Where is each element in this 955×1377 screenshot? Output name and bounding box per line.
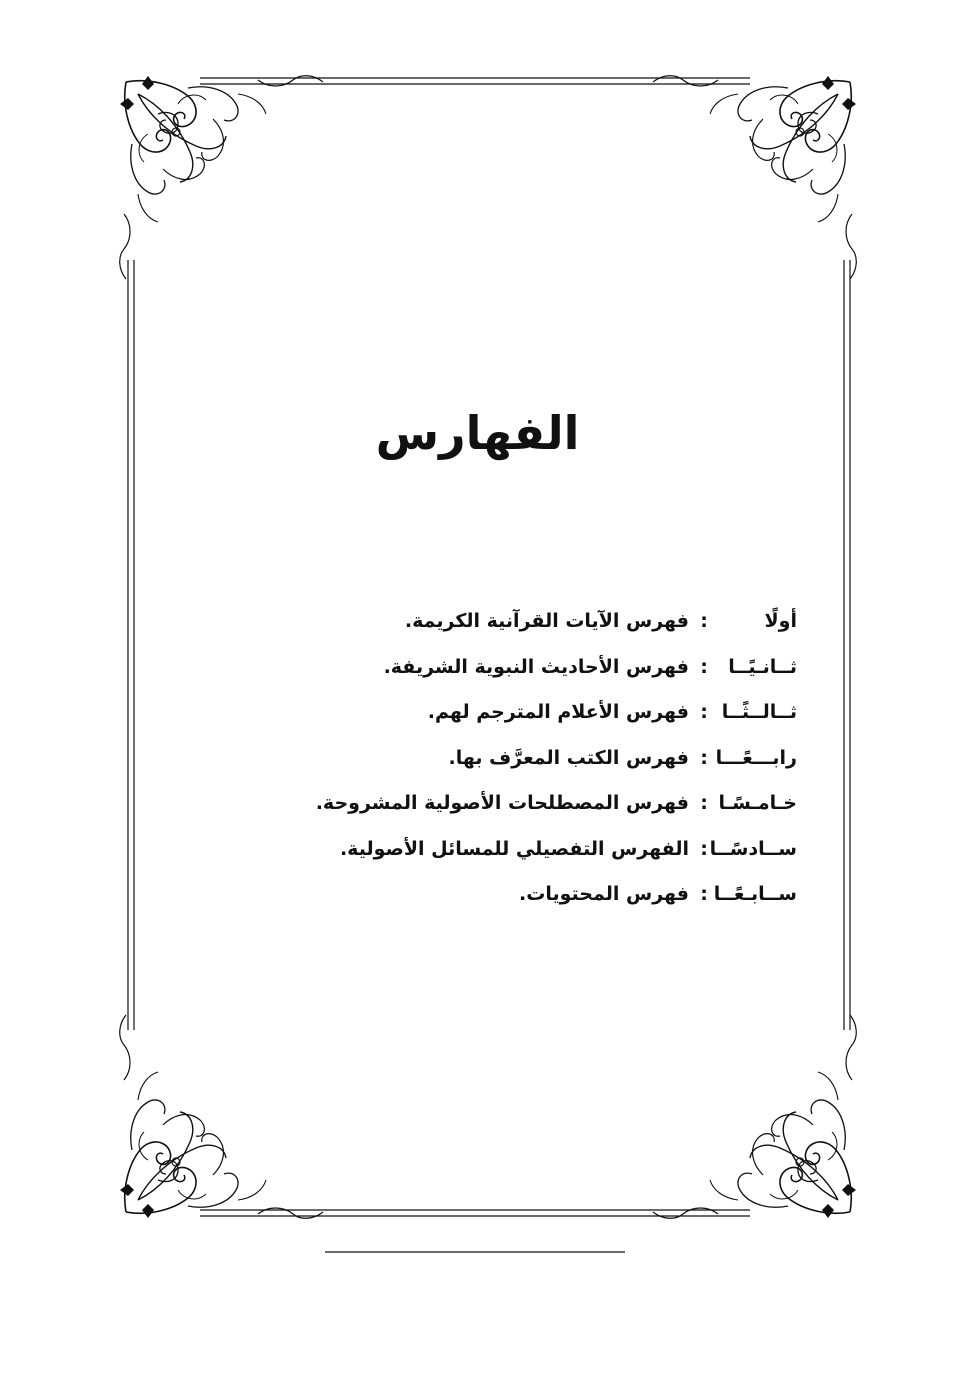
corner-ornament-top-right [653,76,856,279]
index-separator: : [700,701,708,723]
index-separator: : [700,746,708,769]
index-item [197,656,797,702]
index-ordinal: خـامـسًـا [718,792,797,814]
index-item [197,747,797,793]
index-text: الفهرس التفصيلي للمسائل الأصولية. [339,837,689,860]
index-text: فهرس الأعلام المترجم لهم. [427,701,689,723]
index-separator: : [700,792,708,814]
corner-ornament-top-left [120,76,323,279]
corner-ornament-bottom-right [653,1015,856,1218]
page-title: الفهارس [375,406,580,460]
index-text: فهرس الأحاديث النبوية الشريفة. [383,655,689,678]
index-list [197,610,797,929]
index-ordinal: رابـــعًـــا [715,746,797,769]
corner-ornament-bottom-left [120,1015,323,1218]
index-separator: : [700,610,708,632]
index-item [197,792,797,838]
index-text: فهرس الآيات القرآنية الكريمة. [404,610,689,632]
index-item [197,883,797,929]
index-separator: : [700,837,708,860]
index-separator: : [700,655,708,678]
index-item [197,838,797,884]
index-ordinal: أولًا [764,610,797,632]
index-ordinal: ثــالــثًــا [721,701,797,723]
index-ordinal: ثــانـيًــا [728,655,797,678]
index-item [197,610,797,656]
index-separator: : [700,883,708,905]
index-ordinal: ســادسًــا [709,837,797,860]
index-text: فهرس المحتويات. [519,883,689,905]
index-item [197,701,797,747]
index-ordinal: ســابـعًــا [713,883,797,905]
index-text: فهرس المصطلحات الأصولية المشروحة. [315,792,689,814]
index-text: فهرس الكتب المعرَّف بها. [448,746,689,769]
